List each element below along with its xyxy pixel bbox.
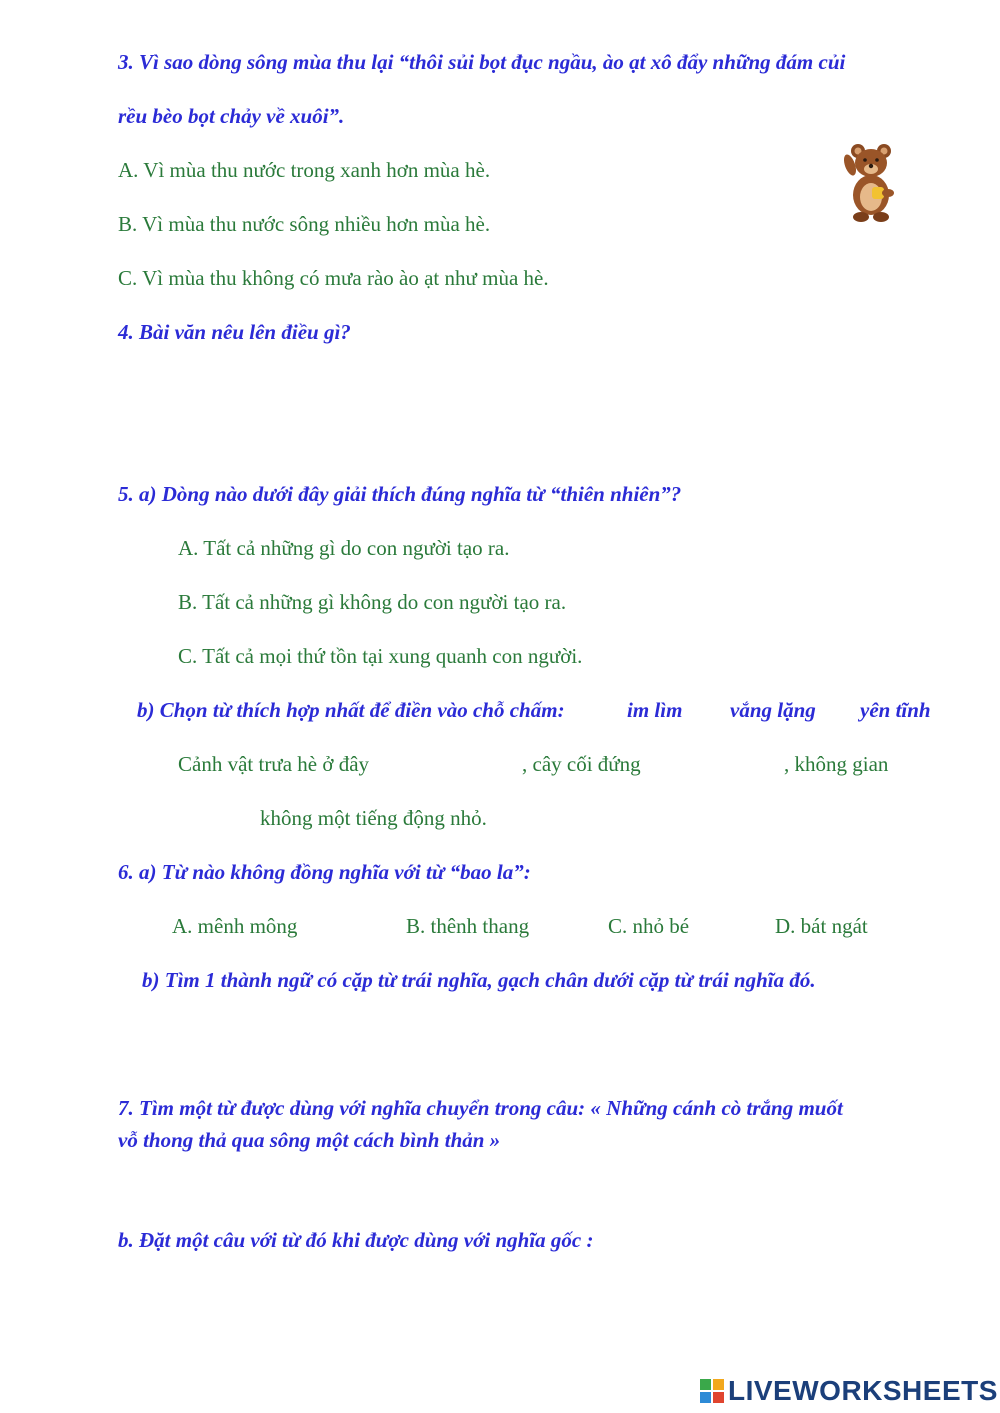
- q5b-word-2: vắng lặng: [730, 698, 816, 722]
- q6a-option-a[interactable]: A. mênh mông: [172, 914, 298, 938]
- q3-option-a[interactable]: A. Vì mùa thu nước trong xanh hơn mùa hè.: [118, 158, 491, 182]
- q5b-title: b) Chọn từ thích hợp nhất để điền vào chỗ chấm:: [137, 698, 565, 722]
- q7b-title: b. Đặt một câu với từ đó khi được dùng với nghĩa gốc :: [118, 1228, 594, 1252]
- liveworksheets-logo: [700, 1373, 998, 1409]
- q6b-title: b) Tìm 1 thành ngữ có cặp từ trái nghĩa, gạch chân dưới cặp từ trái nghĩa đó.: [142, 968, 816, 992]
- q5b-word-3: yên tĩnh: [860, 698, 931, 722]
- q5b-word-1: im lìm: [627, 698, 683, 722]
- q5a-option-c[interactable]: C. Tất cả mọi thứ tồn tại xung quanh con người.: [178, 644, 583, 668]
- q7-title-line2: vỗ thong thả qua sông một cách bình thản »: [118, 1128, 501, 1152]
- q4-title: 4. Bài văn nêu lên điều gì?: [118, 320, 351, 344]
- q3-title-line2: rều bèo bọt chảy về xuôi”.: [118, 104, 345, 128]
- q5b-blank-2[interactable]: [660, 750, 784, 782]
- q5a-option-a[interactable]: A. Tất cả những gì do con người tạo ra.: [178, 536, 510, 560]
- q7b-answer-input[interactable]: [118, 1276, 942, 1308]
- q5b-sentence-part4: không một tiếng động nhỏ.: [260, 806, 487, 830]
- q5b-sentence-part1: Cảnh vật trưa hè ở đây: [178, 752, 370, 776]
- q5a-title: 5. a) Dòng nào dưới đây giải thích đúng nghĩa từ “thiên nhiên”?: [118, 482, 682, 506]
- q7-title-line1: 7. Tìm một từ được dùng với nghĩa chuyển trong câu: « Những cánh cò trắng muốt: [118, 1096, 843, 1120]
- q5b-sentence-part2: , cây cối đứng: [522, 752, 641, 776]
- q6a-option-d[interactable]: D. bát ngát: [775, 914, 868, 938]
- q6a-title: 6. a) Từ nào không đồng nghĩa với từ “bao la”:: [118, 860, 531, 884]
- q7a-answer-input[interactable]: [118, 1172, 942, 1204]
- q6a-option-c[interactable]: C. nhỏ bé: [608, 914, 690, 938]
- q3-option-c[interactable]: C. Vì mùa thu không có mưa rào ào ạt như mùa hè.: [118, 266, 549, 290]
- q3-option-b[interactable]: B. Vì mùa thu nước sông nhiều hơn mùa hè.: [118, 212, 491, 236]
- q3-title-line1: 3. Vì sao dòng sông mùa thu lại “thôi sủi bọt đục ngầu, ào ạt xô đẩy những đám củi: [118, 50, 846, 74]
- q5b-blank-1[interactable]: [395, 750, 521, 782]
- liveworksheets-text: LIVEWORKSHEETS: [728, 1375, 998, 1406]
- q4-answer-input[interactable]: [118, 368, 942, 400]
- liveworksheets-mark-icon: [700, 1379, 724, 1403]
- q6b-answer-input[interactable]: [142, 1020, 946, 1052]
- q6a-option-b[interactable]: B. thênh thang: [406, 914, 530, 938]
- q5a-option-b[interactable]: B. Tất cả những gì không do con người tạo ra.: [178, 590, 567, 614]
- q5b-blank-3[interactable]: [178, 804, 260, 836]
- bear-illustration: [836, 135, 906, 225]
- q5b-sentence-part3: , không gian: [784, 752, 889, 776]
